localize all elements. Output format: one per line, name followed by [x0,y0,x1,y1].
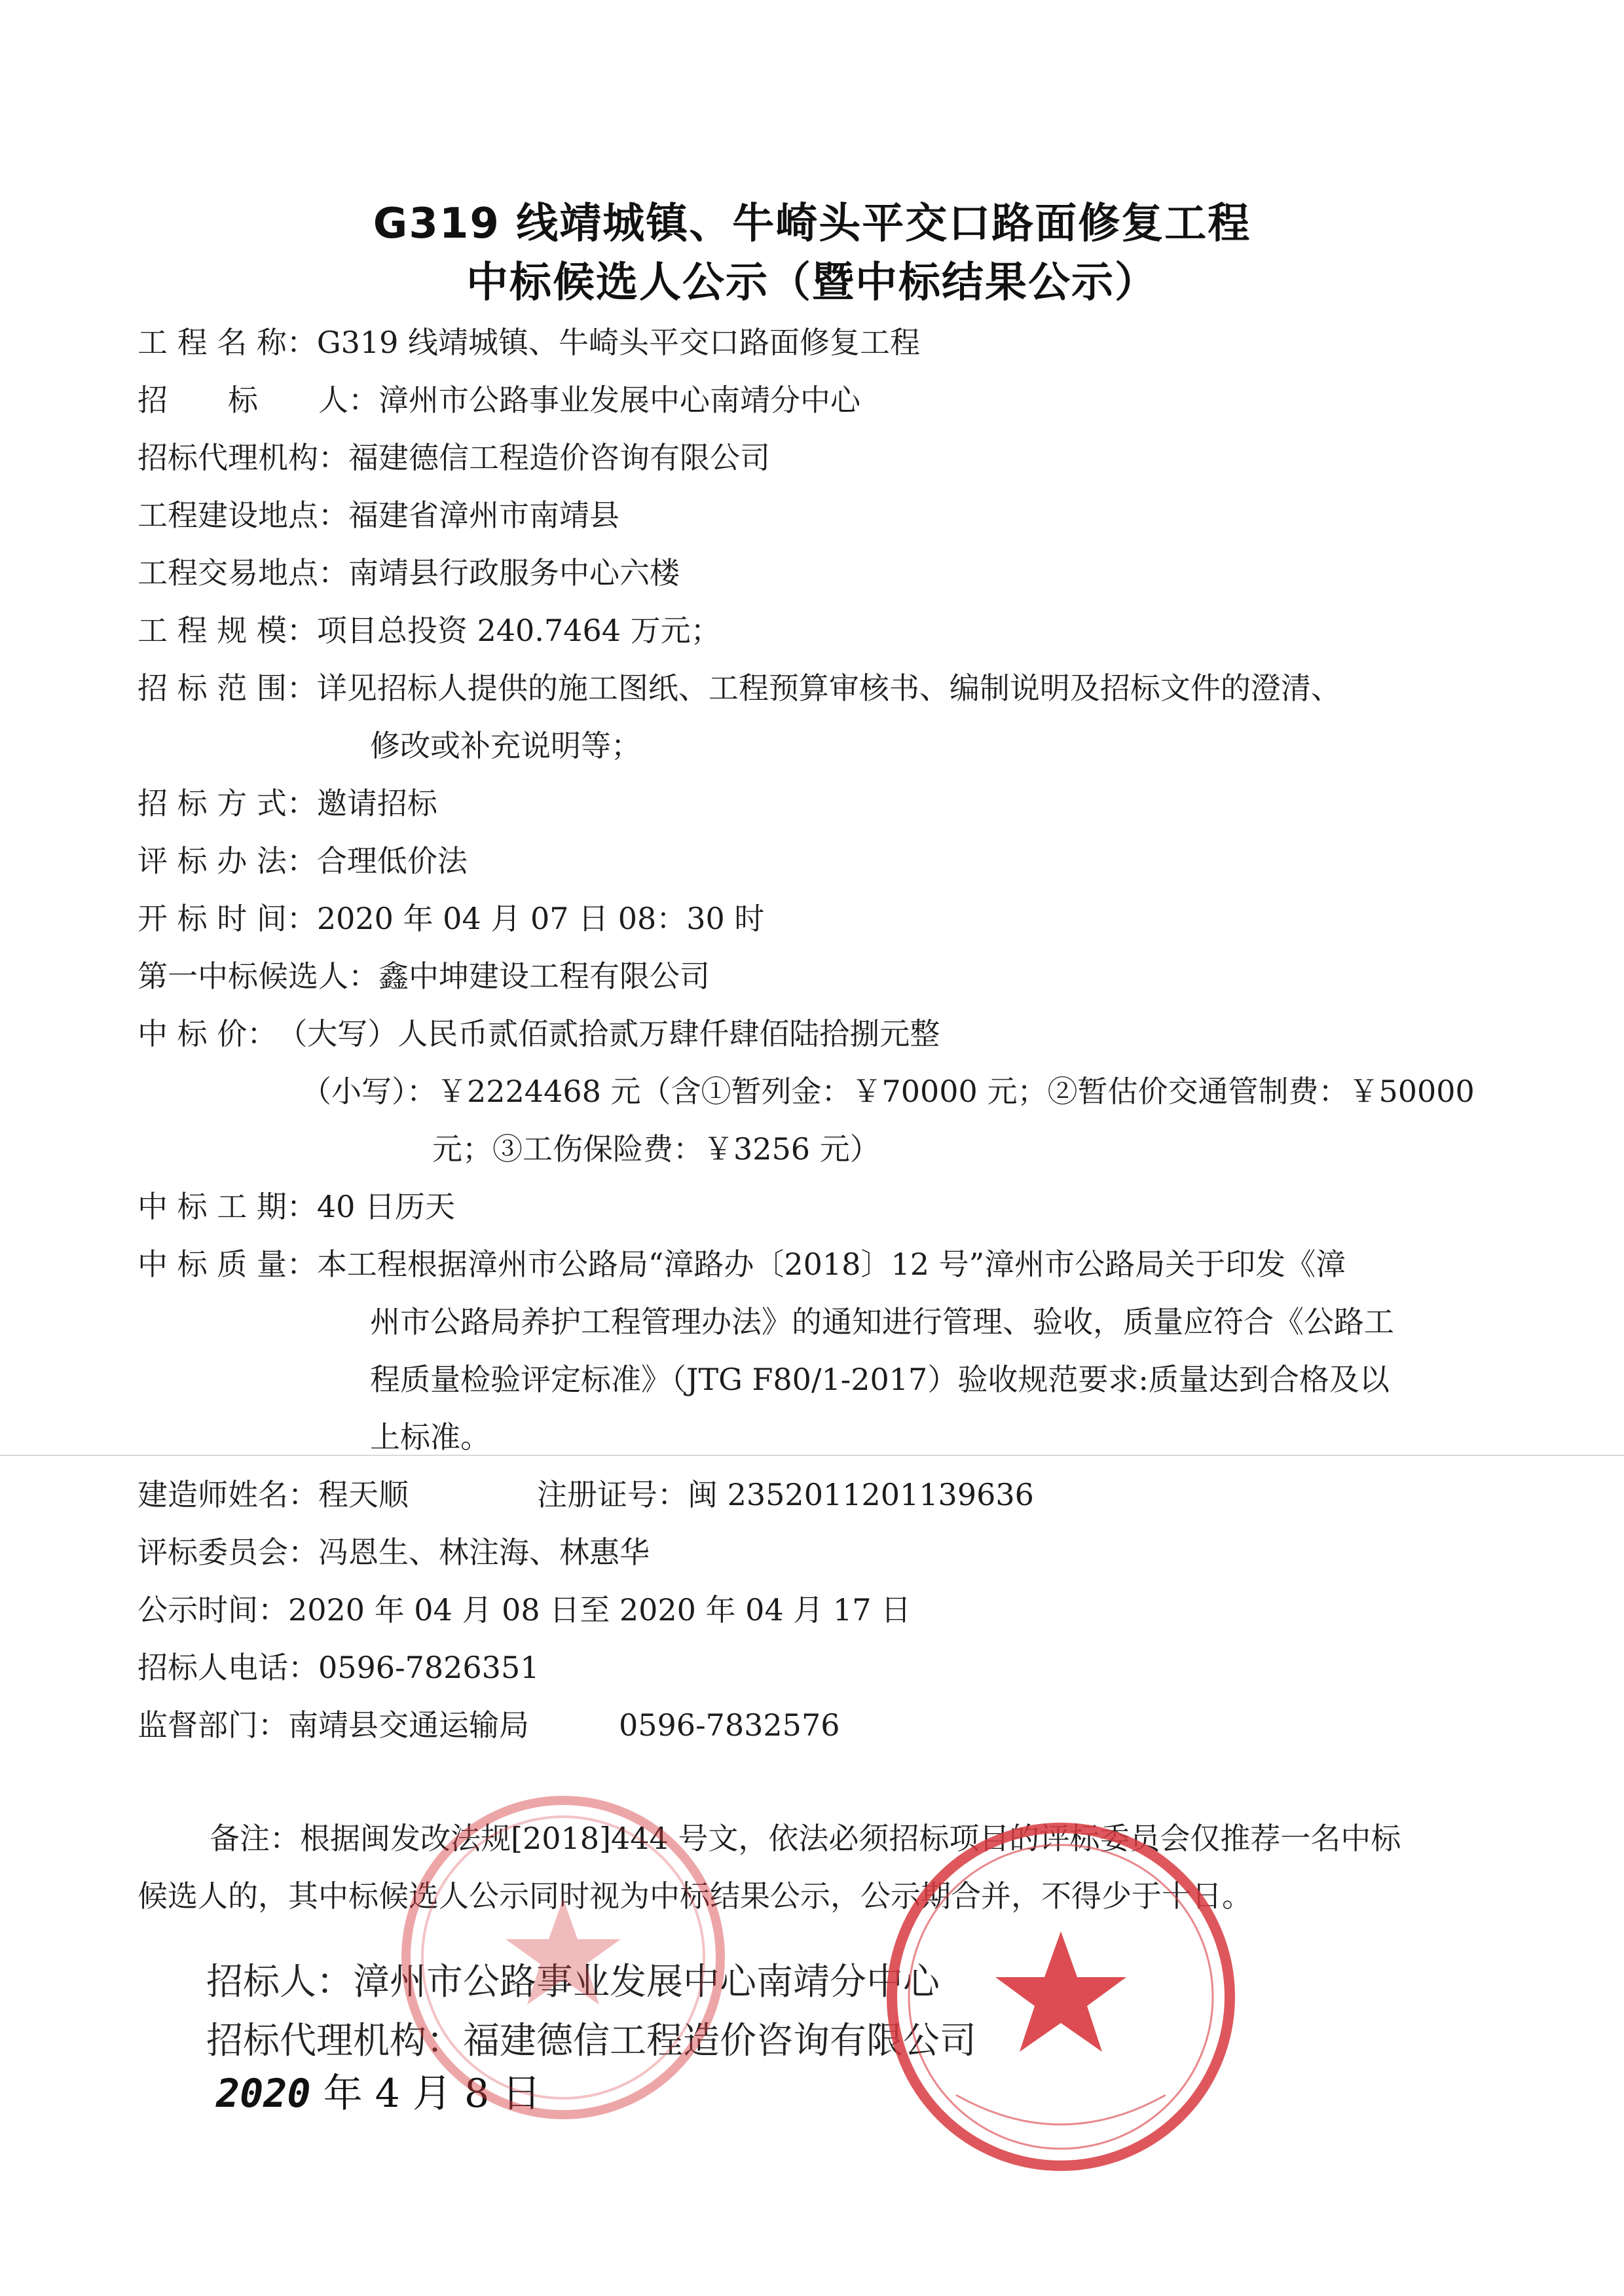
field-supervisor-phone: 0596-7832576 [619,1707,840,1743]
field-evaluation: 评 标 办 法：合理低价法 [138,843,468,879]
field-quality-continued-2: 程质量检验评定标准》（JTG F80/1-2017）验收规范要求:质量达到合格及以 [370,1362,1390,1397]
field-bid-price: 中 标 价：（大写）人民币贰佰贰拾贰万肆仟肆佰陆拾捌元整 [138,1016,940,1051]
field-committee: 评标委员会：冯恩生、林注海、林惠华 [138,1535,650,1570]
field-bid-price-small: （小写）：￥2224468 元（含①暂列金：￥70000 元；②暂估价交通管制费：￥50000 [301,1074,1475,1109]
document-title: G319 线靖城镇、牛崎头平交口路面修复工程 [373,200,1251,248]
field-registration-number: 注册证号：闽 2352011201139636 [537,1477,1034,1512]
handwritten-year: 2020 [216,2071,311,2117]
field-scope-continued: 修改或补充说明等； [370,728,641,763]
field-project-name: 工 程 名 称：G319 线靖城镇、牛崎头平交口路面修复工程 [138,325,921,360]
field-quality-continued-3: 上标准。 [370,1419,490,1455]
field-agency: 招标代理机构：福建德信工程造价咨询有限公司 [138,440,770,475]
field-method: 招 标 方 式：邀请招标 [138,786,437,821]
field-quality: 中 标 质 量：本工程根据漳州市公路局“漳路办〔2018〕12 号”漳州市公路局关于印发《漳 [138,1247,1346,1282]
document-subtitle: 中标候选人公示（暨中标结果公示） [466,259,1158,307]
signature-agency: 招标代理机构：福建德信工程造价咨询有限公司 [206,2020,976,2062]
field-publicity-period: 公示时间：2020 年 04 月 08 日至 2020 年 04 月 17 日 [138,1592,912,1628]
scan-fold-line [0,1455,1624,1456]
field-scope: 招 标 范 围：详见招标人提供的施工图纸、工程预算审核书、编制说明及招标文件的澄清、 [138,670,1341,706]
tenderer-seal-icon [393,1787,733,2128]
signature-tenderer: 招标人：漳州市公路事业发展中心南靖分中心 [206,1961,940,2003]
field-duration: 中 标 工 期：40 日历天 [138,1189,456,1224]
field-constructor-name: 建造师姓名：程天顺 [138,1477,409,1512]
field-supervisor: 监督部门：南靖县交通运输局 [138,1707,529,1743]
field-tenderer: 招 标 人：漳州市公路事业发展中心南靖分中心 [138,382,860,418]
signature-date: 2020 年 4 月 8 日 [216,2071,542,2117]
field-first-candidate: 第一中标候选人：鑫中坤建设工程有限公司 [138,958,710,994]
field-quality-continued-1: 州市公路局养护工程管理办法》的通知进行管理、验收，质量应符合《公路工 [370,1304,1394,1339]
field-construction-site: 工程建设地点：福建省漳州市南靖县 [138,498,619,533]
remark-line-1: 备注：根据闽发改法规[2018]444 号文，依法必须招标项目的评标委员会仅推荐一名中标 [210,1821,1401,1856]
remark-line-2: 候选人的，其中标候选人公示同时视为中标结果公示，公示期合并，不得少于十日。 [138,1878,1252,1914]
field-tenderer-phone: 招标人电话：0596-7826351 [138,1650,540,1685]
field-opening-time: 开 标 时 间：2020 年 04 月 07 日 08：30 时 [138,901,765,936]
agency-seal-icon [877,1813,1244,2180]
field-scale: 工 程 规 模：项目总投资 240.7464 万元； [138,613,721,648]
field-bid-price-small-continued: 元；③工伤保险费：￥3256 元） [432,1131,880,1167]
field-trading-site: 工程交易地点：南靖县行政服务中心六楼 [138,555,680,591]
